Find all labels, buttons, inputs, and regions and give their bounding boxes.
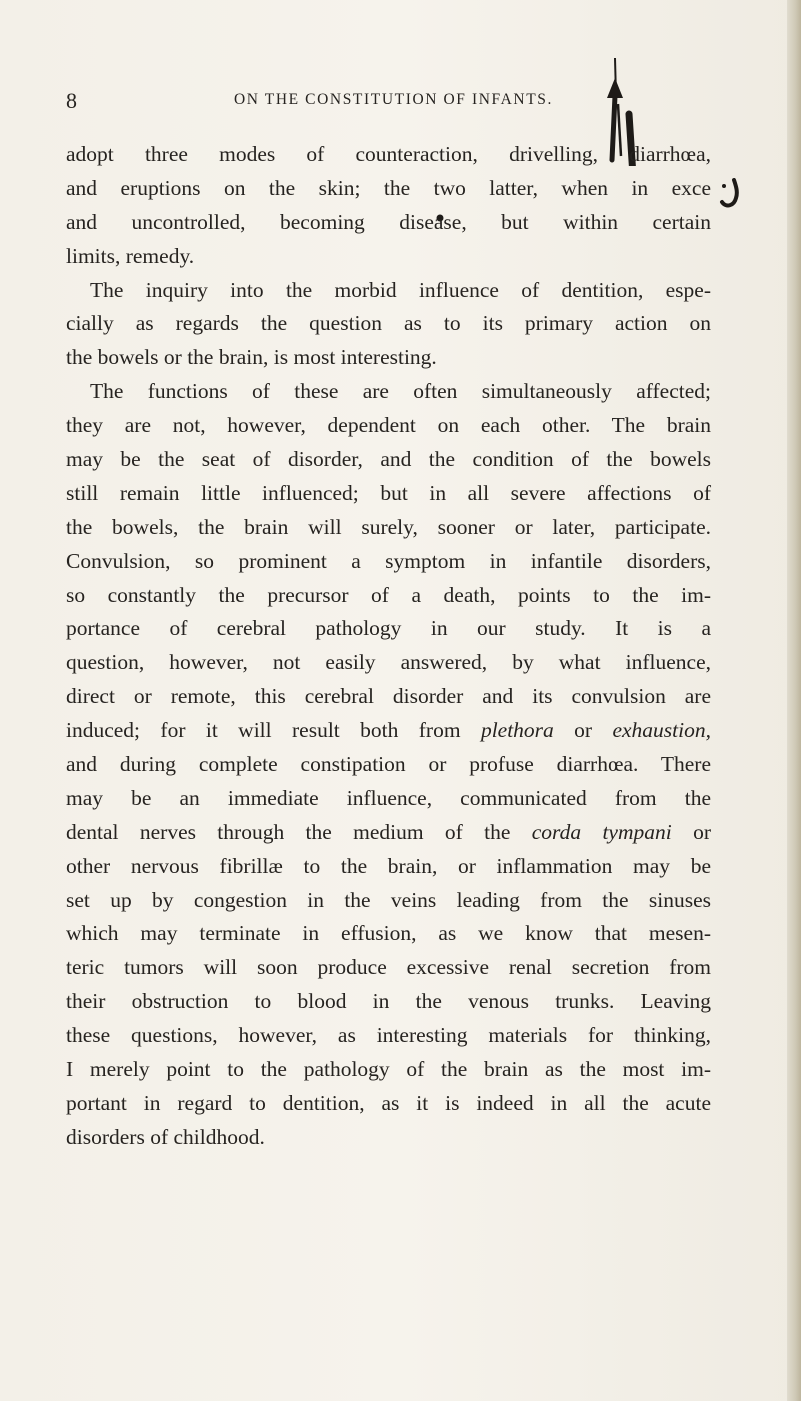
text-segment: dental nerves through the medium of the <box>66 819 532 844</box>
text-segment: direct or remote, this cerebral disorder and its convulsion are <box>66 684 711 709</box>
text-line <box>66 1121 711 1155</box>
text-line <box>66 511 711 545</box>
text-segment: adopt three modes of counteraction, drivelling, diarrhœa, <box>66 142 711 166</box>
text-line <box>66 951 711 985</box>
text-line <box>66 443 711 477</box>
running-head: ON THE CONSTITUTION OF INFANTS. <box>234 91 553 108</box>
text-line <box>66 1053 711 1087</box>
text-segment: Convulsion, so prominent a symptom in infantile disorders, <box>66 548 711 573</box>
text-segment: still remain little influenced; but in all severe affections of <box>66 480 711 505</box>
text-segment: disorders of childhood. <box>66 1124 265 1149</box>
text-line <box>66 477 711 511</box>
text-segment: may be the seat of disorder, and the condition of the bowels <box>66 447 711 472</box>
text-line <box>66 850 711 884</box>
text-segment: teric tumors will soon produce excessive renal secretion from <box>66 955 711 980</box>
text-segment: question, however, not easily answered, by what influence, <box>66 650 711 675</box>
italic-text: corda tympani <box>531 819 672 844</box>
text-line <box>66 307 711 341</box>
text-segment: set up by congestion in the veins leading from the sinuses <box>66 887 711 912</box>
page-edge-shadow <box>787 0 801 1401</box>
text-segment: so constantly the precursor of a death, points to the im- <box>66 582 711 607</box>
text-segment: portant in regard to dentition, as it is indeed in all the acute <box>66 1090 711 1115</box>
text-segment: limits, remedy. <box>66 243 195 268</box>
text-line <box>66 579 711 613</box>
text-line <box>66 985 711 1019</box>
text-segment: portance of cerebral pathology in our study. It is a <box>66 616 711 641</box>
page-number: 8 <box>66 88 77 113</box>
text-segment: or <box>553 718 613 743</box>
text-line <box>66 409 711 443</box>
text-segment: and uncontrolled, becoming disease, but within certain <box>66 209 711 234</box>
text-line <box>66 884 711 918</box>
text-line <box>66 138 711 172</box>
text-line <box>66 240 711 274</box>
ink-hook-mark <box>718 178 748 212</box>
text-segment: and during complete constipation or profuse diarrhœa. There <box>66 752 711 777</box>
text-segment: they are not, however, dependent on each other. The brain <box>66 413 711 438</box>
text-segment: cially as regards the question as to its primary action on <box>66 311 711 336</box>
text-line <box>66 748 711 782</box>
text-line <box>66 1019 711 1053</box>
text-segment: induced; for it will result both from <box>66 718 481 743</box>
text-segment: the bowels or the brain, is most interesting. <box>66 345 437 370</box>
text-segment: I merely point to the pathology of the brain as the most im- <box>66 1057 711 1082</box>
body-text <box>66 138 711 1155</box>
text-segment: their obstruction to blood in the venous trunks. Leaving <box>66 989 711 1014</box>
text-line <box>66 341 711 375</box>
text-segment: or <box>671 819 711 844</box>
text-segment: other nervous fibrillæ to the brain, or inflammation may be <box>66 853 711 878</box>
text-line <box>66 816 711 850</box>
text-line <box>66 917 711 951</box>
text-segment: the bowels, the brain will surely, sooner or later, participate. <box>66 514 711 539</box>
italic-text: exhaustion, <box>612 718 711 743</box>
text-segment: which may terminate in effusion, as we know that mesen- <box>66 921 711 946</box>
text-line <box>66 714 711 748</box>
text-segment: The functions of these are often simultaneously affected; <box>90 379 711 404</box>
text-line <box>66 274 711 308</box>
text-line <box>66 545 711 579</box>
italic-text: plethora <box>480 718 554 743</box>
text-line <box>66 680 711 714</box>
text-line <box>66 206 711 240</box>
text-line <box>66 782 711 816</box>
text-segment: and eruptions on the skin; the two latter, when in exce <box>66 175 711 200</box>
text-line <box>66 375 711 409</box>
text-segment: The inquiry into the morbid influence of dentition, espe- <box>90 277 711 302</box>
text-line <box>66 646 711 680</box>
text-segment: may be an immediate influence, communicated from the <box>66 785 711 810</box>
text-segment: these questions, however, as interesting materials for thinking, <box>66 1023 711 1048</box>
text-line <box>66 172 711 206</box>
text-line <box>66 1087 711 1121</box>
text-line <box>66 612 711 646</box>
